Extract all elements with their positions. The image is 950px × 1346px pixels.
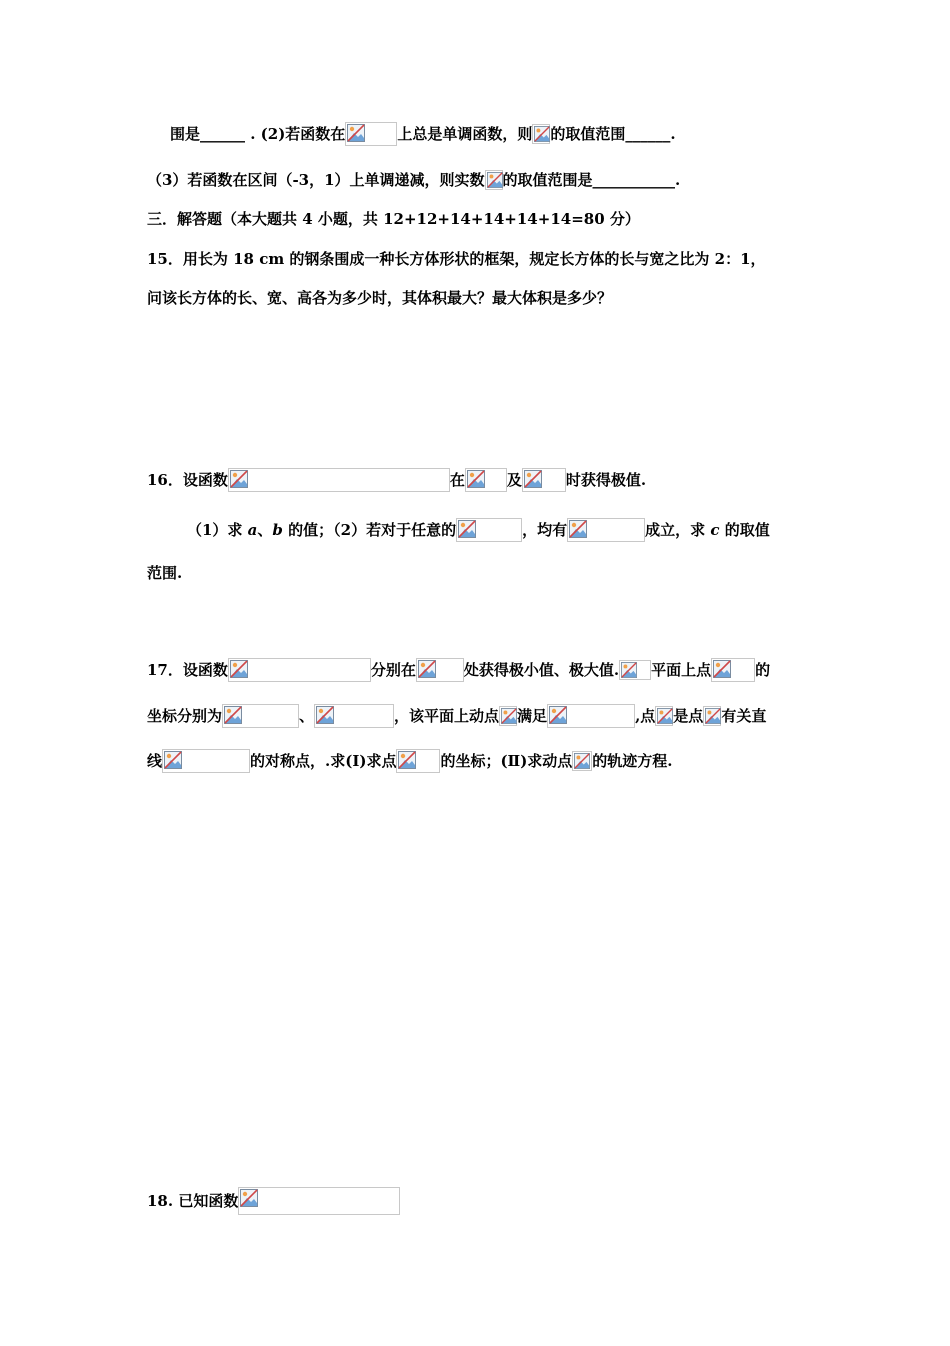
- broken-image-icon: [524, 470, 542, 488]
- broken-image-icon: [501, 708, 517, 724]
- broken-image-icon: [569, 520, 587, 538]
- formula-image: [572, 751, 592, 771]
- formula-image: [619, 660, 651, 680]
- broken-image-icon: [657, 708, 673, 724]
- formula-image: [314, 704, 394, 728]
- formula-image: [345, 122, 397, 146]
- formula-image: [655, 706, 673, 726]
- q16-line-1: 16．设函数 在 及 时获得极值.: [147, 464, 646, 494]
- q15-line-2: 问该长方体的长、宽、高各为多少时，其体积最大？最大体积是多少？: [147, 289, 613, 307]
- formula-image: [238, 1187, 400, 1215]
- formula-image: [499, 706, 517, 726]
- q17-line-2: 坐标分别为 、 ，该平面上动点 满足 ,点 是点 有关直: [147, 700, 766, 730]
- broken-image-icon: [164, 751, 182, 769]
- q14-line-1: 围是______ . (2)若函数在 上总是单调函数，则 的取值范围______.: [170, 118, 676, 148]
- broken-image-icon: [316, 706, 334, 724]
- broken-image-icon: [713, 660, 731, 678]
- formula-image: [703, 706, 721, 726]
- broken-image-icon: [549, 706, 567, 724]
- broken-image-icon: [230, 470, 248, 488]
- q17-line-1: 17．设函数 分别在 处获得极小值、极大值. 平面上点 的: [147, 654, 770, 684]
- broken-image-icon: [487, 172, 503, 188]
- formula-image: [396, 749, 440, 773]
- formula-image: [532, 124, 550, 144]
- broken-image-icon: [240, 1189, 258, 1207]
- formula-image: [416, 658, 464, 682]
- broken-image-icon: [534, 126, 550, 142]
- broken-image-icon: [574, 753, 590, 769]
- formula-image: [228, 468, 450, 492]
- q15-line-1: 15．用长为 18 cm 的钢条围成一种长方体形状的框架，规定长方体的长与宽之比为 2：1，: [147, 250, 766, 268]
- broken-image-icon: [230, 660, 248, 678]
- formula-image: [465, 468, 507, 492]
- q16-line-2: （1）求 a、b 的值；（2）若对于任意的 ，均有 成立，求 c 的取值: [187, 514, 770, 544]
- broken-image-icon: [347, 124, 365, 142]
- q18-line-1: 18. 已知函数: [147, 1185, 400, 1215]
- q17-line-3: 线 的对称点，.求(Ⅰ)求点 的坐标；(Ⅱ)求动点 的轨迹方程.: [147, 745, 673, 775]
- formula-image: [222, 704, 299, 728]
- q16-line-3: 范围.: [147, 564, 183, 582]
- broken-image-icon: [705, 708, 721, 724]
- formula-image: [567, 518, 645, 542]
- broken-image-icon: [458, 520, 476, 538]
- broken-image-icon: [418, 660, 436, 678]
- formula-image: [547, 704, 635, 728]
- formula-image: [162, 749, 250, 773]
- formula-image: [456, 518, 522, 542]
- broken-image-icon: [398, 751, 416, 769]
- broken-image-icon: [224, 706, 242, 724]
- formula-image: [711, 658, 755, 682]
- broken-image-icon: [467, 470, 485, 488]
- formula-image: [522, 468, 566, 492]
- q14-line-2: （3）若函数在区间（-3，1）上单调递减，则实数 的取值范围是___________.: [147, 171, 681, 189]
- broken-image-icon: [621, 662, 637, 678]
- formula-image: [485, 170, 503, 190]
- formula-image: [228, 658, 371, 682]
- section-3-heading: 三．解答题（本大题共 4 小题，共 12+12+14+14+14+14=80 分）: [147, 210, 640, 228]
